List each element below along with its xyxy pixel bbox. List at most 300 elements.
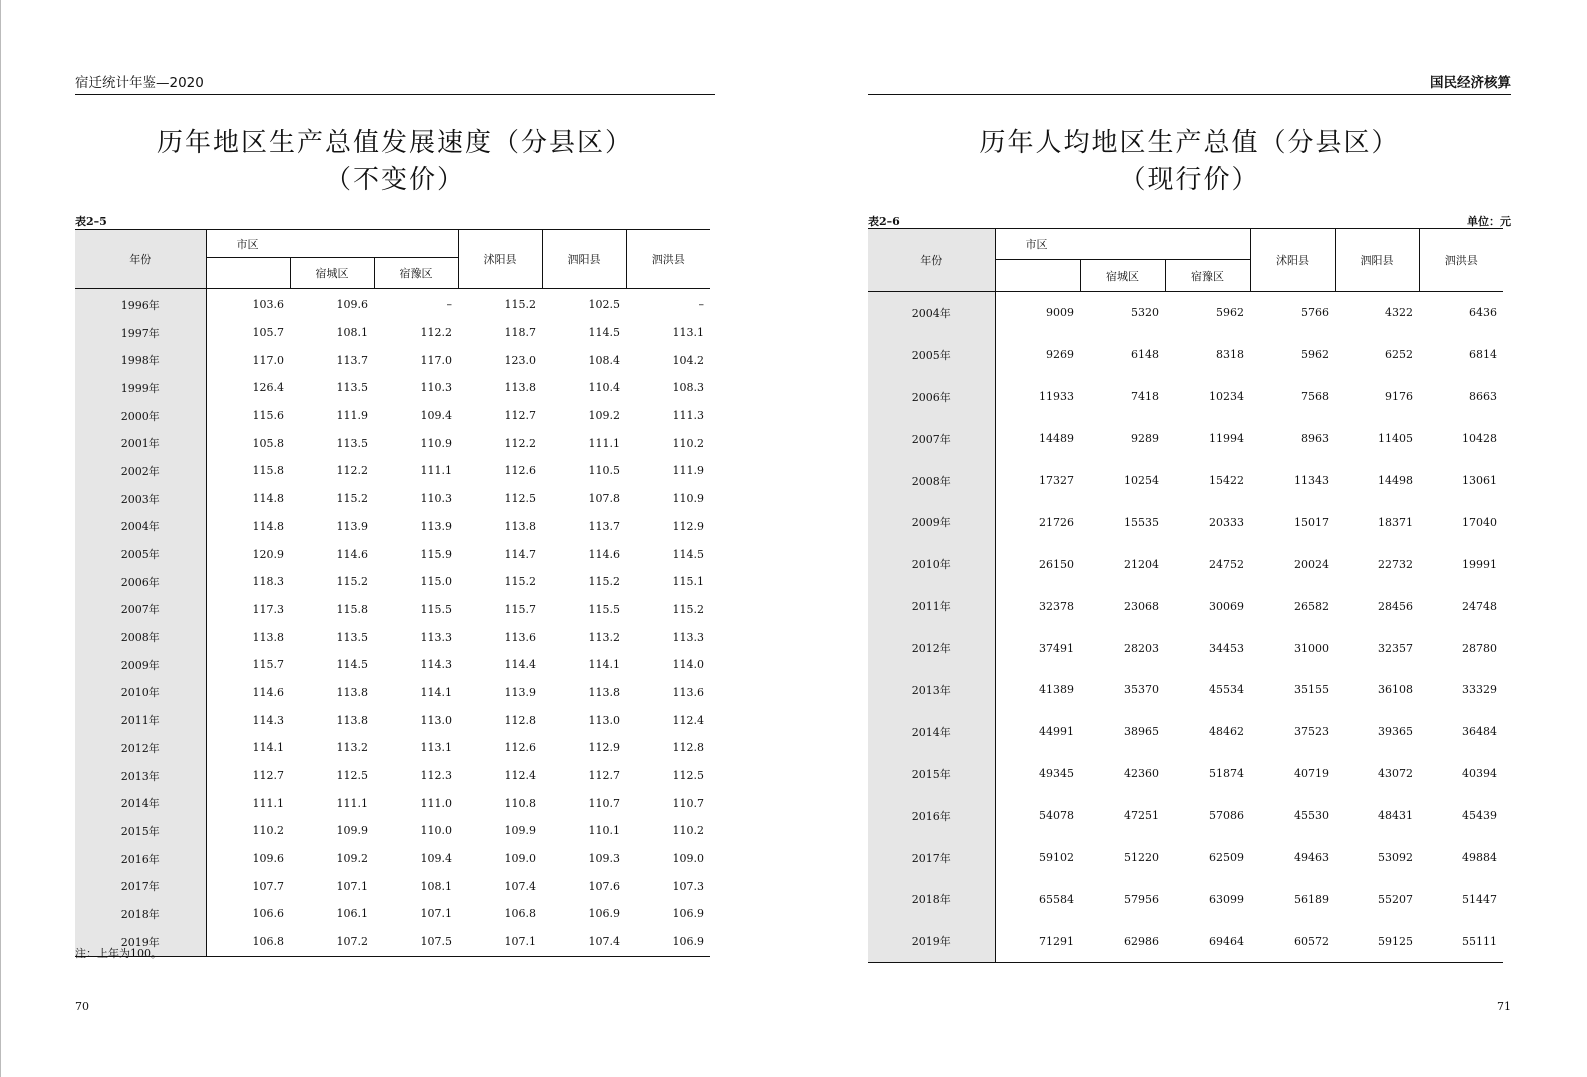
per-capita-gdp-table-body <box>868 292 1503 963</box>
value-cell: 8963 <box>1301 432 1330 446</box>
value-cell: 41389 <box>1039 683 1074 697</box>
value-cell: 112.3 <box>420 769 453 783</box>
table-number: 表2–6 <box>868 215 900 228</box>
value-cell: 115.9 <box>420 547 453 561</box>
value-cell: 106.9 <box>588 907 621 921</box>
year-cell: 2007年 <box>868 418 995 460</box>
header-shuyang: 沭阳县 <box>458 230 542 289</box>
value-cell: 11343 <box>1294 474 1330 487</box>
value-cell: 45534 <box>1209 683 1245 697</box>
value-cell: 109.3 <box>588 852 621 866</box>
header-sucheng: 宿城区 <box>290 258 374 289</box>
value-cell: 71291 <box>1039 934 1074 948</box>
value-cell: 35155 <box>1294 683 1330 697</box>
header-year: 年份 <box>868 229 995 292</box>
year-cell: 2009年 <box>868 501 995 543</box>
value-cell: – <box>698 298 705 312</box>
value-cell: 5320 <box>1131 306 1159 320</box>
table-row <box>868 627 1503 669</box>
table-row <box>75 734 710 762</box>
value-cell: 10428 <box>1462 432 1498 446</box>
value-cell: 6436 <box>1469 306 1498 320</box>
value-cell: 117.0 <box>420 353 453 367</box>
value-cell: 56189 <box>1294 892 1330 906</box>
value-cell: 55111 <box>1462 934 1498 948</box>
value-cell: 108.1 <box>336 326 368 340</box>
table-row <box>75 651 710 679</box>
value-cell: 114.3 <box>252 713 284 727</box>
value-cell: 15535 <box>1124 515 1159 529</box>
year-cell: 1998年 <box>75 346 206 374</box>
value-cell: 115.0 <box>420 575 453 589</box>
value-cell: 37523 <box>1294 725 1330 739</box>
value-cell: 112.4 <box>672 713 705 727</box>
value-cell: 114.6 <box>252 685 284 699</box>
running-head-text: 宿迁统计年鉴—2020 <box>75 75 204 91</box>
value-cell: 107.1 <box>504 935 537 949</box>
value-cell: 113.6 <box>504 630 537 644</box>
header-siyang: 泗阳县 <box>1335 229 1419 292</box>
value-cell: 107.3 <box>672 879 705 893</box>
value-cell: 106.1 <box>336 907 368 921</box>
value-cell: 23068 <box>1124 599 1159 613</box>
value-cell: 113.7 <box>588 519 621 533</box>
value-cell: 60572 <box>1294 934 1330 948</box>
left-page <box>75 0 715 1077</box>
value-cell: 13061 <box>1462 474 1498 487</box>
table-row <box>75 789 710 817</box>
year-cell: 2007年 <box>75 596 206 624</box>
value-cell: 106.8 <box>252 935 284 949</box>
value-cell: 109.2 <box>588 409 621 423</box>
value-cell: 106.6 <box>252 907 284 921</box>
value-cell: 114.1 <box>588 658 621 672</box>
value-cell: 111.3 <box>672 409 705 423</box>
value-cell: 45530 <box>1294 809 1330 823</box>
value-cell: 18371 <box>1378 515 1414 529</box>
table-row <box>868 460 1503 502</box>
value-cell: 115.2 <box>588 575 621 589</box>
value-cell: 49884 <box>1462 851 1498 865</box>
value-cell: 113.9 <box>504 685 537 699</box>
value-cell: 104.2 <box>672 353 705 367</box>
value-cell: 112.6 <box>504 464 537 478</box>
value-cell: 112.8 <box>672 741 705 755</box>
value-cell: 113.7 <box>336 353 368 367</box>
value-cell: 107.6 <box>588 879 621 893</box>
value-cell: 37491 <box>1039 641 1074 655</box>
value-cell: 111.1 <box>588 436 621 450</box>
table-row <box>868 669 1503 711</box>
table-row <box>75 900 710 928</box>
value-cell: 15017 <box>1294 515 1330 529</box>
table-row <box>75 817 710 845</box>
table-row <box>75 346 710 374</box>
value-cell: 110.4 <box>588 381 621 395</box>
value-cell: 9269 <box>1046 348 1074 362</box>
value-cell: 106.8 <box>504 907 537 921</box>
value-cell: 34453 <box>1209 641 1245 655</box>
value-cell: 14489 <box>1039 432 1074 446</box>
value-cell: 31000 <box>1294 641 1330 655</box>
value-cell: 112.4 <box>504 769 537 783</box>
value-cell: 117.0 <box>252 353 284 367</box>
table-row <box>75 679 710 707</box>
year-cell: 1996年 <box>75 289 206 319</box>
table-title: 历年人均地区生产总值（分县区） <box>979 128 1400 158</box>
value-cell: 114.4 <box>504 658 537 672</box>
value-cell: 109.6 <box>252 852 284 866</box>
value-cell: 113.9 <box>336 519 368 533</box>
header-suyu: 宿豫区 <box>374 258 458 289</box>
year-cell: 2017年 <box>868 837 995 879</box>
running-head-text: 国民经济核算 <box>1430 75 1511 91</box>
table-row <box>868 585 1503 627</box>
table-note: 注：上年为100。 <box>75 947 162 960</box>
table-row <box>868 878 1503 920</box>
value-cell: 112.2 <box>420 326 453 340</box>
header-city: 市区 <box>206 230 458 258</box>
year-cell: 2013年 <box>868 669 995 711</box>
value-cell: 11994 <box>1209 432 1245 446</box>
value-cell: 115.5 <box>420 602 453 616</box>
value-cell: 115.2 <box>672 602 705 616</box>
value-cell: 103.6 <box>252 298 284 312</box>
value-cell: 10254 <box>1124 474 1159 487</box>
value-cell: 113.8 <box>504 519 537 533</box>
table-subtitle: （现行价） <box>1119 165 1260 195</box>
value-cell: 113.8 <box>336 713 368 727</box>
value-cell: 9176 <box>1385 390 1414 404</box>
value-cell: 112.5 <box>336 769 368 783</box>
value-cell: 11405 <box>1378 432 1414 446</box>
table-row <box>75 706 710 734</box>
value-cell: 55207 <box>1378 892 1414 906</box>
value-cell: 112.6 <box>504 741 537 755</box>
table-row <box>75 402 710 430</box>
table-row <box>75 928 710 956</box>
value-cell: 8318 <box>1216 348 1245 362</box>
value-cell: 106.9 <box>672 935 705 949</box>
value-cell: 110.7 <box>588 796 621 810</box>
value-cell: 112.7 <box>504 409 537 423</box>
year-cell: 2016年 <box>75 845 206 873</box>
table-row <box>75 485 710 513</box>
value-cell: 120.9 <box>252 547 284 561</box>
table-title: 历年地区生产总值发展速度（分县区） <box>156 128 633 158</box>
value-cell: 110.5 <box>588 464 621 478</box>
value-cell: 114.3 <box>420 658 453 672</box>
value-cell: 109.4 <box>420 409 453 423</box>
value-cell: 113.5 <box>336 436 368 450</box>
value-cell: 113.2 <box>336 741 368 755</box>
value-cell: 39365 <box>1378 725 1414 739</box>
value-cell: 112.5 <box>672 769 705 783</box>
value-cell: 111.1 <box>420 464 453 478</box>
page-edge <box>0 0 1 1077</box>
table-row <box>75 845 710 873</box>
value-cell: 109.2 <box>336 852 368 866</box>
year-cell: 2018年 <box>75 900 206 928</box>
value-cell: 113.8 <box>588 685 621 699</box>
value-cell: 15422 <box>1209 474 1245 487</box>
year-cell: 2013年 <box>75 762 206 790</box>
value-cell: 26582 <box>1294 599 1330 613</box>
value-cell: 112.5 <box>504 492 537 506</box>
value-cell: 113.8 <box>252 630 284 644</box>
value-cell: 20024 <box>1294 557 1330 571</box>
value-cell: – <box>446 298 453 312</box>
value-cell: 111.9 <box>672 464 705 478</box>
value-cell: 6252 <box>1385 348 1414 362</box>
value-cell: 32357 <box>1378 641 1414 655</box>
value-cell: 20333 <box>1209 515 1245 529</box>
value-cell: 107.1 <box>420 907 453 921</box>
header-year: 年份 <box>75 230 206 289</box>
year-cell: 2006年 <box>868 376 995 418</box>
table-row <box>75 762 710 790</box>
value-cell: 102.5 <box>588 298 621 312</box>
value-cell: 57086 <box>1209 809 1245 823</box>
value-cell: 115.6 <box>252 409 284 423</box>
year-cell: 2008年 <box>75 623 206 651</box>
value-cell: 111.1 <box>252 796 284 810</box>
value-cell: 59102 <box>1039 851 1074 865</box>
value-cell: 59125 <box>1378 934 1414 948</box>
table-row <box>868 795 1503 837</box>
table-row <box>75 429 710 457</box>
header-sihong: 泗洪县 <box>626 230 710 289</box>
table-row <box>75 319 710 347</box>
value-cell: 115.8 <box>252 464 284 478</box>
value-cell: 62986 <box>1124 934 1159 948</box>
value-cell: 113.1 <box>672 326 705 340</box>
value-cell: 110.9 <box>672 492 705 506</box>
year-cell: 2017年 <box>75 872 206 900</box>
value-cell: 113.6 <box>672 685 705 699</box>
value-cell: 107.4 <box>504 879 537 893</box>
value-cell: 110.8 <box>504 796 537 810</box>
value-cell: 110.3 <box>420 381 453 395</box>
value-cell: 24752 <box>1209 557 1245 571</box>
table-row <box>868 753 1503 795</box>
year-cell: 2003年 <box>75 485 206 513</box>
table-row <box>75 596 710 624</box>
value-cell: 110.3 <box>420 492 453 506</box>
value-cell: 113.5 <box>336 381 368 395</box>
table-row <box>868 376 1503 418</box>
table-row <box>868 292 1503 334</box>
table-number: 表2–5 <box>75 215 107 228</box>
value-cell: 110.2 <box>672 436 705 450</box>
value-cell: 28203 <box>1124 641 1159 655</box>
value-cell: 113.0 <box>588 713 621 727</box>
value-cell: 113.8 <box>504 381 537 395</box>
value-cell: 109.9 <box>336 824 368 838</box>
value-cell: 115.1 <box>672 575 705 589</box>
value-cell: 113.9 <box>420 519 453 533</box>
value-cell: 21726 <box>1039 515 1074 529</box>
value-cell: 35370 <box>1124 683 1159 697</box>
value-cell: 51874 <box>1209 767 1245 781</box>
table-row <box>868 837 1503 879</box>
header-suyu: 宿豫区 <box>1165 260 1250 292</box>
value-cell: 110.2 <box>252 824 284 838</box>
year-cell: 2012年 <box>75 734 206 762</box>
value-cell: 17327 <box>1039 474 1074 487</box>
header-sihong: 泗洪县 <box>1419 229 1503 292</box>
value-cell: 62509 <box>1209 851 1245 865</box>
header-city-blank <box>206 258 290 289</box>
value-cell: 112.9 <box>588 741 621 755</box>
value-cell: 115.8 <box>336 602 368 616</box>
year-cell: 2014年 <box>75 789 206 817</box>
value-cell: 22732 <box>1378 557 1414 571</box>
header-siyang: 泗阳县 <box>542 230 626 289</box>
running-head <box>868 72 1511 95</box>
value-cell: 110.1 <box>588 824 621 838</box>
value-cell: 113.2 <box>588 630 621 644</box>
value-cell: 115.7 <box>252 658 284 672</box>
value-cell: 113.8 <box>336 685 368 699</box>
table-row <box>75 540 710 568</box>
value-cell: 115.5 <box>588 602 621 616</box>
value-cell: 114.5 <box>672 547 705 561</box>
value-cell: 57956 <box>1124 892 1159 906</box>
value-cell: 63099 <box>1209 892 1245 906</box>
value-cell: 42360 <box>1124 767 1159 781</box>
value-cell: 114.8 <box>252 492 284 506</box>
value-cell: 113.3 <box>672 630 705 644</box>
value-cell: 51447 <box>1462 892 1498 906</box>
value-cell: 26150 <box>1039 557 1074 571</box>
value-cell: 14498 <box>1378 474 1414 487</box>
value-cell: 45439 <box>1462 809 1498 823</box>
table-row <box>75 623 710 651</box>
year-cell: 2011年 <box>868 585 995 627</box>
year-cell: 2006年 <box>75 568 206 596</box>
value-cell: 118.7 <box>504 326 537 340</box>
year-cell: 2005年 <box>75 540 206 568</box>
value-cell: 123.0 <box>504 353 537 367</box>
value-cell: 115.2 <box>504 575 537 589</box>
value-cell: 114.8 <box>252 519 284 533</box>
value-cell: 108.4 <box>588 353 621 367</box>
header-city-blank <box>995 260 1080 292</box>
value-cell: 24748 <box>1462 599 1498 613</box>
growth-rate-table-body <box>75 289 710 957</box>
table-row <box>75 872 710 900</box>
value-cell: 32378 <box>1039 599 1074 613</box>
year-cell: 2002年 <box>75 457 206 485</box>
year-cell: 2011年 <box>75 706 206 734</box>
value-cell: 48431 <box>1378 809 1414 823</box>
value-cell: 112.2 <box>504 436 537 450</box>
table-row <box>868 920 1503 962</box>
value-cell: 110.7 <box>672 796 705 810</box>
value-cell: 7568 <box>1301 390 1330 404</box>
year-cell: 2005年 <box>868 334 995 376</box>
value-cell: 117.3 <box>252 602 284 616</box>
value-cell: 113.1 <box>420 741 453 755</box>
table-row <box>868 334 1503 376</box>
table-row <box>75 457 710 485</box>
value-cell: 6814 <box>1469 348 1498 362</box>
year-cell: 2019年 <box>75 928 206 956</box>
value-cell: 48462 <box>1209 725 1245 739</box>
year-cell: 2004年 <box>75 513 206 541</box>
value-cell: 114.6 <box>588 547 621 561</box>
value-cell: 109.4 <box>420 852 453 866</box>
page-number: 71 <box>1497 1000 1511 1013</box>
value-cell: 107.2 <box>336 935 368 949</box>
value-cell: 114.6 <box>336 547 368 561</box>
value-cell: 40719 <box>1294 767 1330 781</box>
value-cell: 105.8 <box>252 436 284 450</box>
header-shuyang: 沭阳县 <box>1250 229 1335 292</box>
year-cell: 2012年 <box>868 627 995 669</box>
value-cell: 69464 <box>1209 934 1245 948</box>
year-cell: 2010年 <box>75 679 206 707</box>
value-cell: 107.4 <box>588 935 621 949</box>
value-cell: 107.8 <box>588 492 621 506</box>
value-cell: 112.7 <box>252 769 284 783</box>
value-cell: 9009 <box>1046 306 1074 320</box>
value-cell: 11933 <box>1039 390 1074 404</box>
year-cell: 2016年 <box>868 795 995 837</box>
value-cell: 112.7 <box>588 769 621 783</box>
value-cell: 114.5 <box>588 326 621 340</box>
value-cell: 112.8 <box>504 713 537 727</box>
value-cell: 4322 <box>1385 306 1414 320</box>
value-cell: 115.2 <box>336 575 368 589</box>
value-cell: 111.1 <box>336 796 368 810</box>
value-cell: 33329 <box>1462 683 1498 697</box>
value-cell: 114.1 <box>420 685 453 699</box>
value-cell: 111.9 <box>336 409 368 423</box>
value-cell: 113.3 <box>420 630 453 644</box>
value-cell: 115.2 <box>504 298 537 312</box>
table-subtitle: （不变价） <box>324 165 465 195</box>
value-cell: 40394 <box>1462 767 1498 781</box>
value-cell: 6148 <box>1131 348 1159 362</box>
value-cell: 114.0 <box>672 658 705 672</box>
unit-label: 单位：元 <box>1467 215 1511 228</box>
value-cell: 49463 <box>1294 851 1330 865</box>
value-cell: 114.5 <box>336 658 368 672</box>
value-cell: 65584 <box>1039 892 1074 906</box>
value-cell: 30069 <box>1209 599 1245 613</box>
year-cell: 2008年 <box>868 460 995 502</box>
table-row <box>868 711 1503 753</box>
year-cell: 2015年 <box>868 753 995 795</box>
value-cell: 105.7 <box>252 326 284 340</box>
value-cell: 110.9 <box>420 436 453 450</box>
year-cell: 2000年 <box>75 402 206 430</box>
value-cell: 113.0 <box>420 713 453 727</box>
header-sucheng: 宿城区 <box>1080 260 1165 292</box>
table-row <box>868 418 1503 460</box>
value-cell: 115.7 <box>504 602 537 616</box>
table-row <box>75 568 710 596</box>
value-cell: 118.3 <box>252 575 284 589</box>
value-cell: 126.4 <box>252 381 284 395</box>
value-cell: 19991 <box>1462 557 1498 571</box>
value-cell: 44991 <box>1039 725 1074 739</box>
value-cell: 47251 <box>1124 809 1159 823</box>
value-cell: 112.9 <box>672 519 705 533</box>
value-cell: 111.0 <box>420 796 453 810</box>
